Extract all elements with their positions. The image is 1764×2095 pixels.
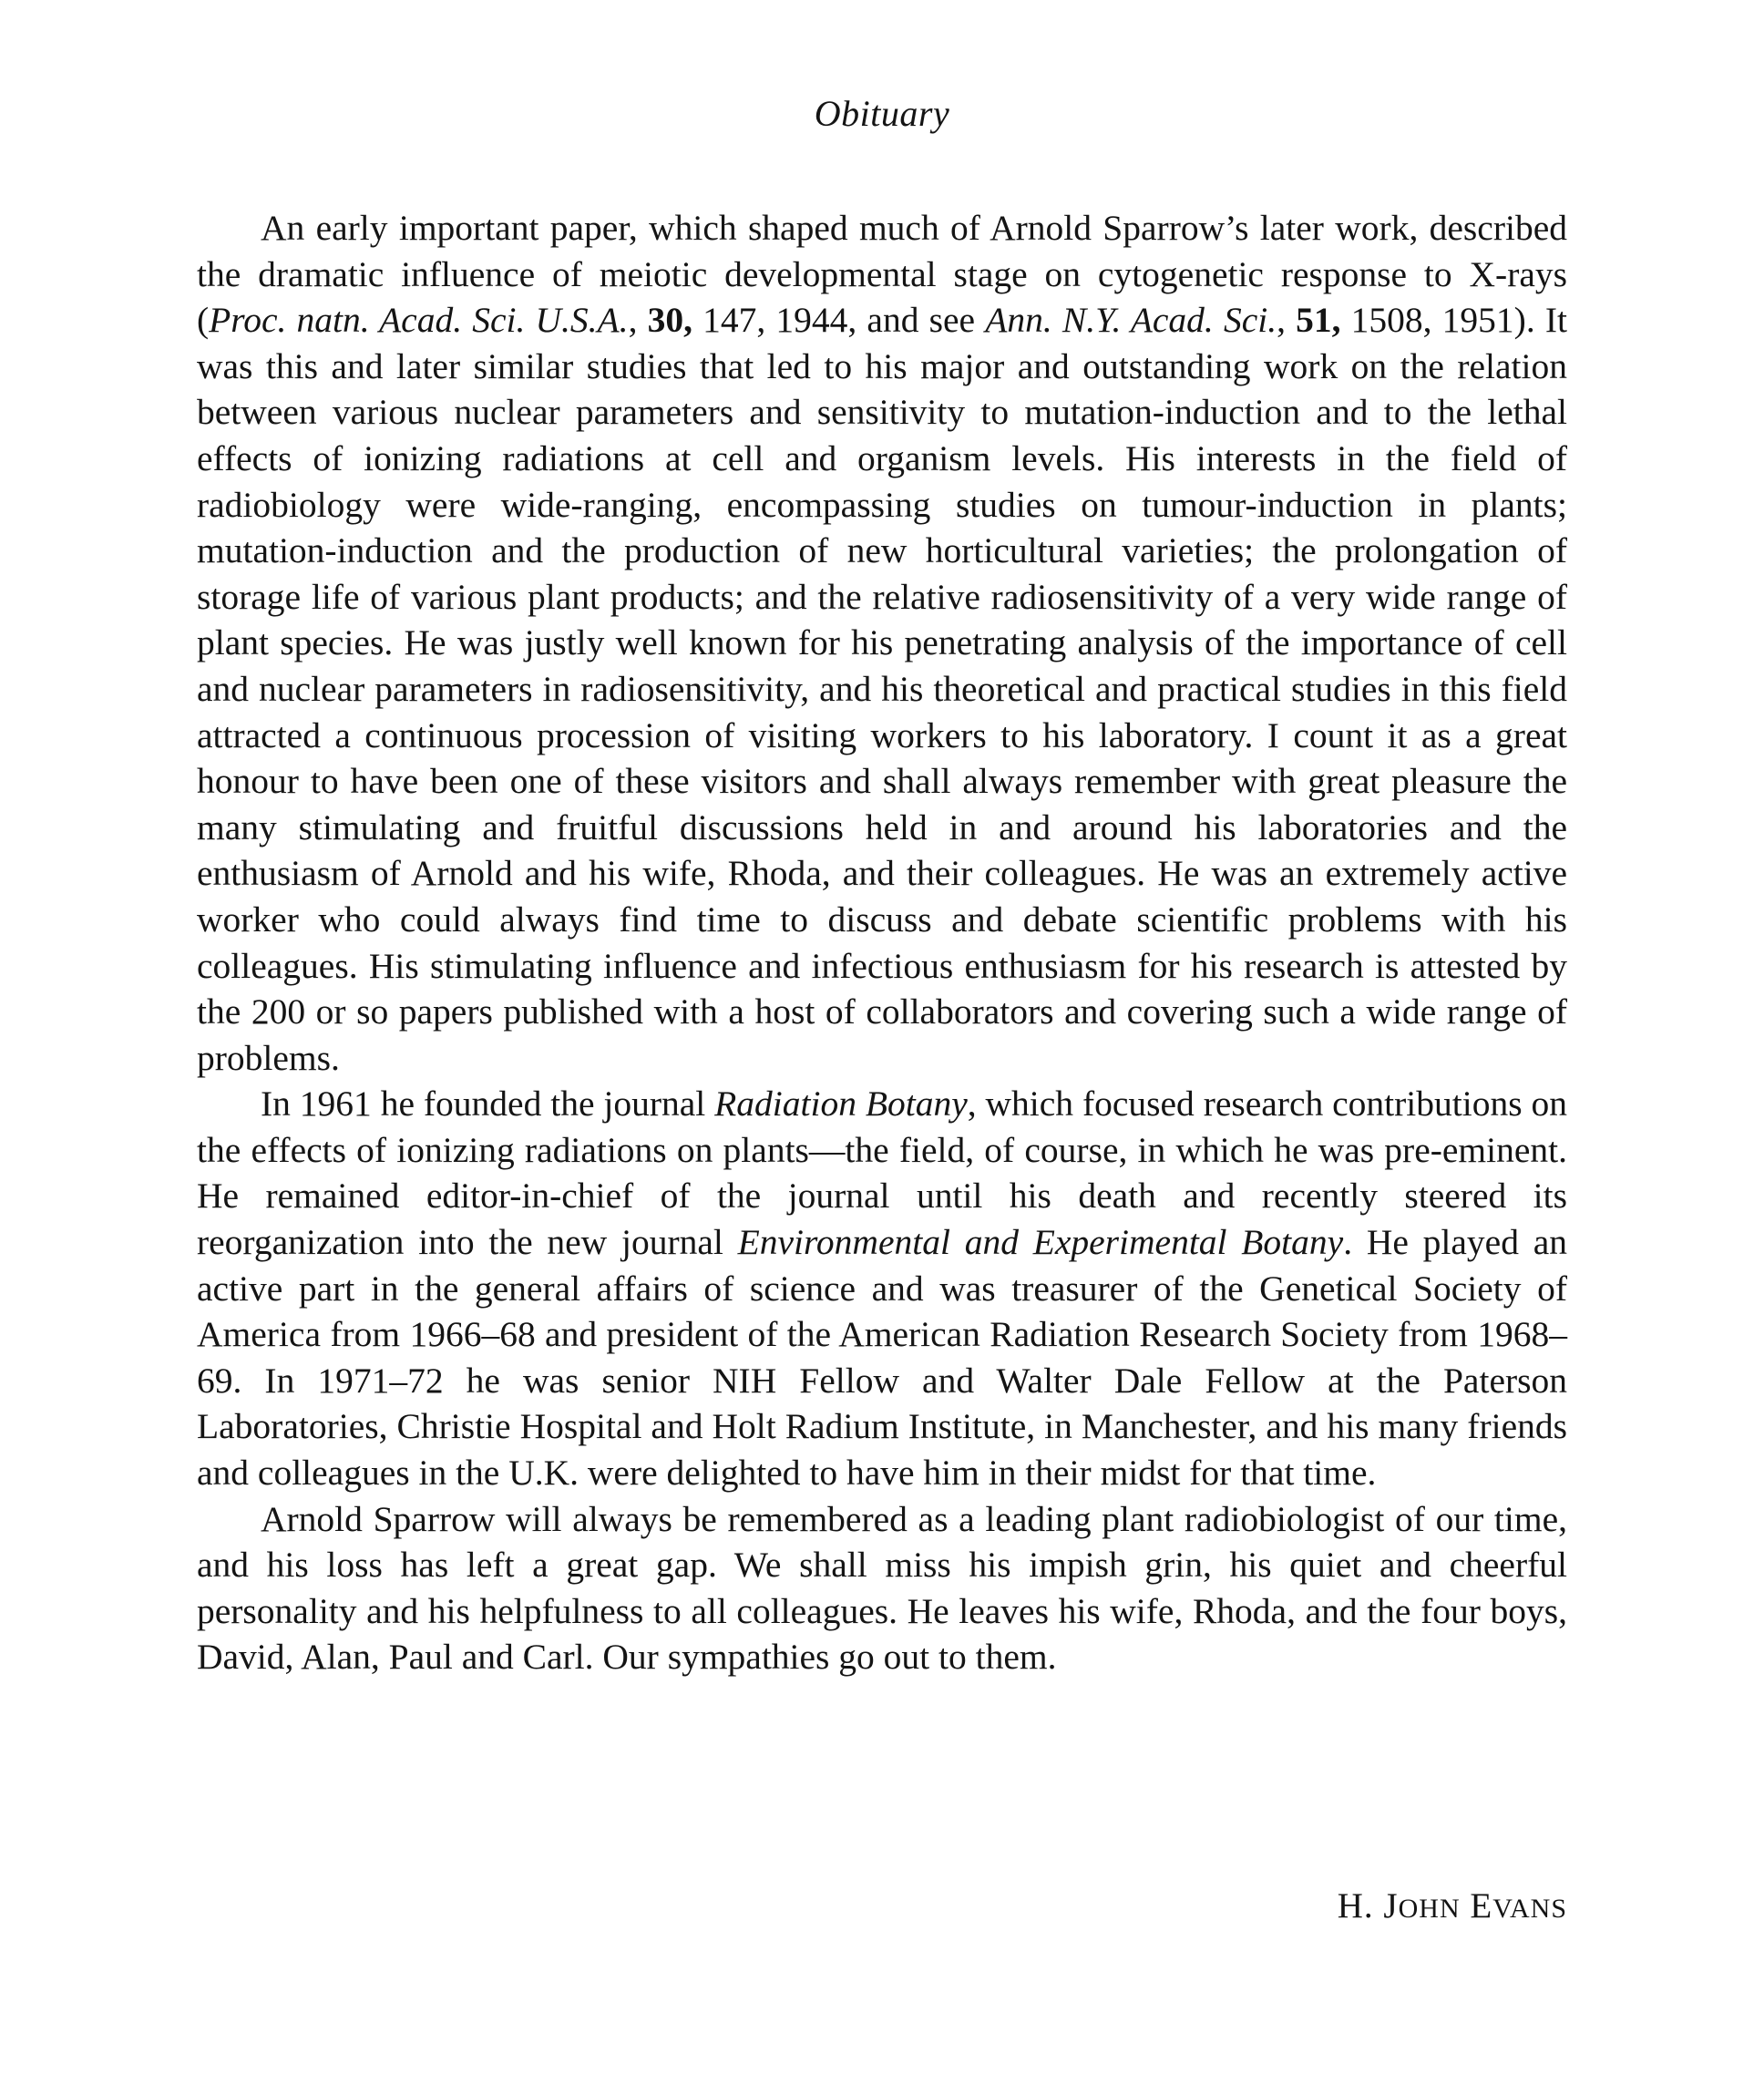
obituary-page bbox=[197, 87, 1567, 1680]
citation-volume: 30, bbox=[647, 300, 692, 341]
journal-title: Radiation Botany bbox=[714, 1083, 968, 1125]
text-run: , which focused research contributions on the effects of ionizing radiations on plants—the field, of course, in which he was pre-eminent. He remained editor-in-chief of the journal until his death and recently steered its reorganization into the new journal bbox=[197, 1083, 1568, 1263]
text-run: 1508, 1951). It was this and later similar studies that led to his major and outstanding work on the relation between various nuclear parameters and sensitivity to mutation-induction and to the lethal effects of ionizing radiations at cell and organism levels. His interests in the field of radiobiology were wide-ranging, encompassing studies on tumour-induction in plants; mutation-induction and the production of new horticultural varieties; the prolongation of storage life of various plant products; and the relative radiosensitivity of a very wide range of plant species. He was justly well known for his penetrating analysis of the importance of cell and nuclear parameters in radiosensitivity, and his theoretical and practical studies in this field attracted a continuous procession of visiting workers to his laboratory. I count it as a great honour to have been one of these visitors and shall always remember with great pleasure the many stimulating and fruitful discussions held in and around his laboratories and the enthusiasm of Arnold and his wife, Rhoda, and their colleagues. He was an extremely active worker who could always find time to discuss and debate scientific problems with his colleagues. His stimulating influence and infectious enthusiasm for his research is attested by the 200 or so papers published with a host of collaborators and covering such a wide range of problems. bbox=[197, 300, 1567, 1078]
signature-part: VANS bbox=[1492, 1894, 1567, 1924]
paragraph-3 bbox=[197, 1496, 1567, 1680]
text-run: . He played an active part in the general affairs of science and was treasurer of the Genetical Society of America from 1966–68 and president of the American Radiation Research Society from 1968–69. In 1971–72 he was senior NIH Fellow and Walter Dale Fellow at the Paterson Laboratories, Christie Hospital and Holt Radium Institute, in Manchester, and his many friends and colleagues in the U.K. were delighted to have him in their midst for that time. bbox=[197, 1222, 1567, 1494]
signature-part: H. J bbox=[1337, 1886, 1399, 1926]
text-run: 147, 1944, and see bbox=[692, 300, 986, 341]
citation-volume: 51, bbox=[1296, 300, 1341, 341]
signature-part: E bbox=[1470, 1886, 1493, 1926]
paragraph-1 bbox=[197, 205, 1567, 1081]
author-signature bbox=[1338, 1884, 1567, 1932]
signature-part bbox=[1461, 1886, 1471, 1926]
running-head: Obituary bbox=[814, 93, 950, 134]
journal-title: Environmental and Experimental Botany bbox=[737, 1222, 1344, 1263]
text-run: In 1961 he founded the journal bbox=[261, 1083, 715, 1125]
citation-journal: Ann. N.Y. Acad. Sci. bbox=[985, 300, 1277, 341]
text-run: , bbox=[628, 300, 648, 341]
text-run: , bbox=[1277, 300, 1297, 341]
signature-part: OHN bbox=[1398, 1894, 1461, 1924]
citation-journal: Proc. natn. Acad. Sci. U.S.A. bbox=[209, 300, 629, 341]
text-run: An early important paper, which shaped much of Arnold Sparrow’s later work, described the dramatic influence of meiotic developmental stage on cytogenetic response to X-rays ( bbox=[197, 208, 1567, 341]
text-run: Arnold Sparrow will always be remembered as a leading plant radiobiologist of our time, and his loss has left a great gap. We shall miss his impish grin, his quiet and cheerful personality and his helpfulness to all colleagues. He leaves his wife, Rhoda, and the four boys, David, Alan, Paul and Carl. Our sympathies go out to them. bbox=[197, 1498, 1567, 1678]
paragraph-2 bbox=[197, 1081, 1567, 1495]
